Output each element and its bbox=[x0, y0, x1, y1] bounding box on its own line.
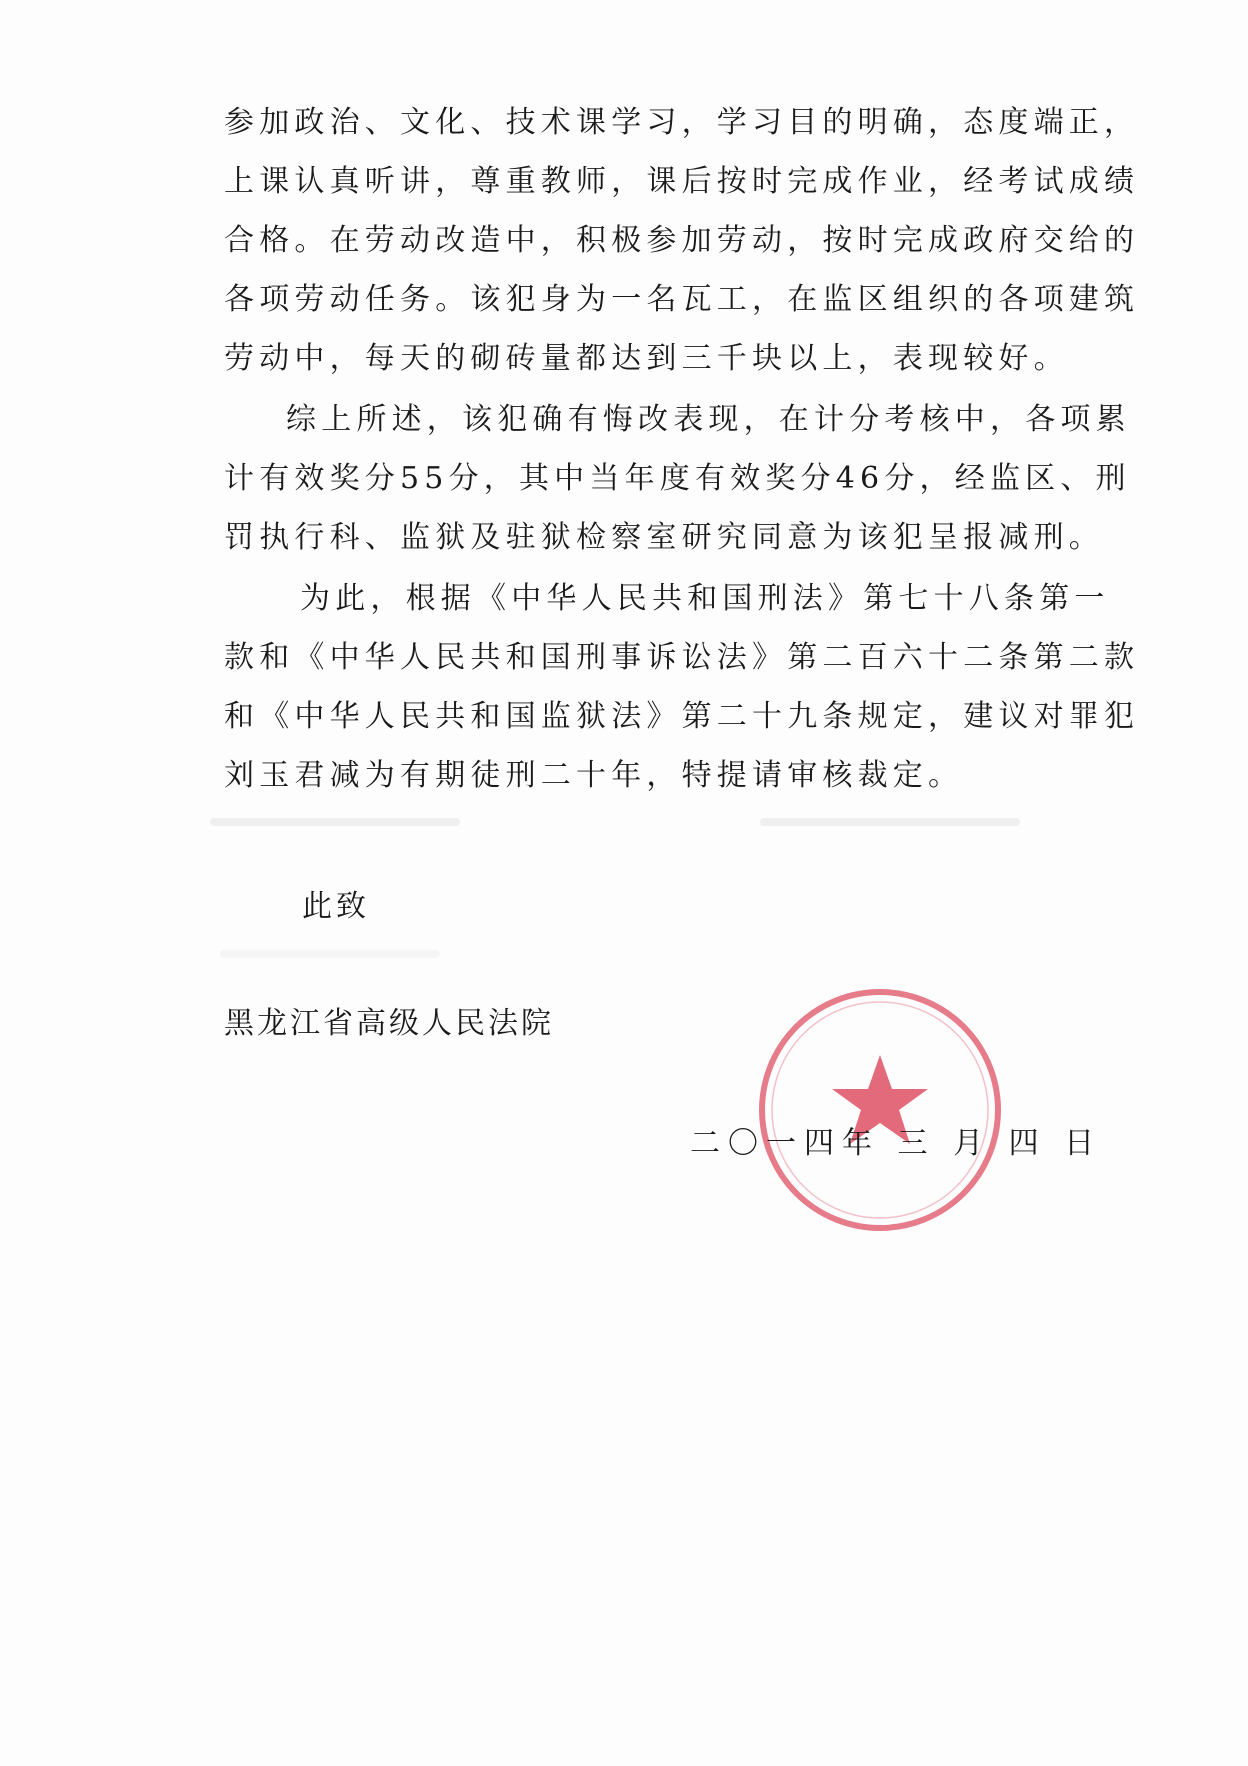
body-line-9: 为此，根据《中华人民共和国刑法》第七十八条第一 bbox=[300, 581, 1110, 616]
body-line-8: 罚执行科、监狱及驻狱检察室研究同意为该犯呈报减刑。 bbox=[224, 520, 1104, 555]
scan-smudge bbox=[210, 818, 460, 826]
body-line-11: 和《中华人民共和国监狱法》第二十九条规定，建议对罪犯 bbox=[224, 699, 1140, 734]
body-line-12: 刘玉君减为有期徒刑二十年，特提请审核裁定。 bbox=[224, 758, 964, 793]
body-line-10: 款和《中华人民共和国刑事诉讼法》第二百六十二条第二款 bbox=[224, 640, 1140, 675]
body-line-4: 各项劳动任务。该犯身为一名瓦工，在监区组织的各项建筑 bbox=[224, 282, 1140, 317]
body-line-2: 上课认真听讲，尊重教师，课后按时完成作业，经考试成绩 bbox=[224, 164, 1140, 199]
scan-smudge bbox=[760, 818, 1020, 826]
body-line-6: 综上所述，该犯确有悔改表现，在计分考核中，各项累 bbox=[286, 402, 1131, 437]
recipient: 黑龙江省高级人民法院 bbox=[224, 1006, 554, 1041]
scan-smudge bbox=[220, 950, 440, 958]
body-line-7: 计有效奖分55分，其中当年度有效奖分46分，经监区、刑 bbox=[224, 461, 1131, 496]
official-seal bbox=[755, 985, 1005, 1235]
body-line-5: 劳动中，每天的砌砖量都达到三千块以上，表现较好。 bbox=[224, 341, 1069, 376]
body-line-1: 参加政治、文化、技术课学习，学习目的明确，态度端正， bbox=[224, 105, 1140, 140]
body-line-3: 合格。在劳动改造中，积极参加劳动，按时完成政府交给的 bbox=[224, 223, 1140, 258]
salutation: 此致 bbox=[302, 889, 370, 924]
document-date: 二〇一四年 三 月 四 日 bbox=[690, 1126, 1103, 1161]
